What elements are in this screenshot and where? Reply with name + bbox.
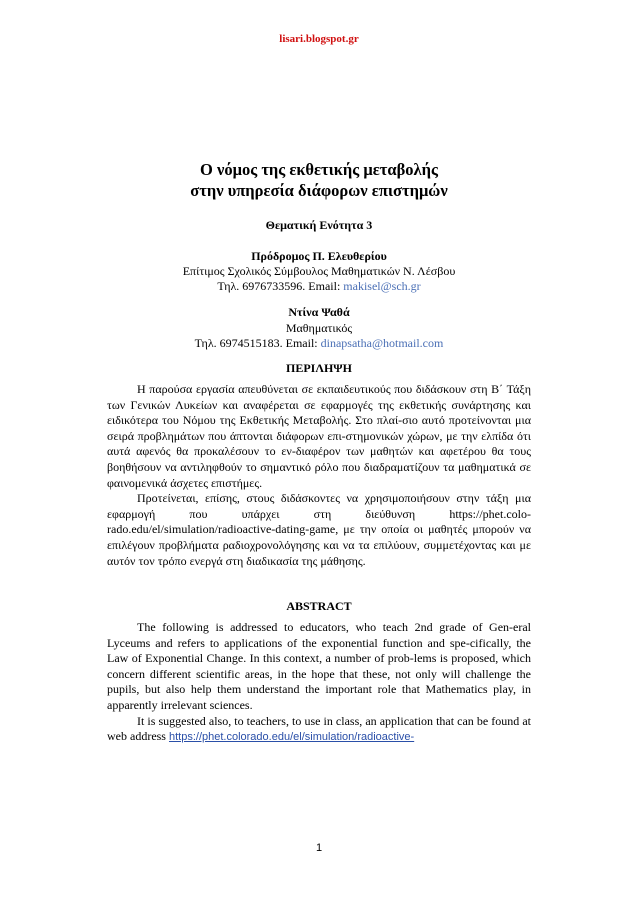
author1-role: Επίτιμος Σχολικός Σύμβουλος Μαθηματικών Ν. Λέσβου	[182, 264, 456, 278]
author1-name: Πρόδρομος Π. Ελευθερίου	[251, 249, 387, 263]
blog-header[interactable]: lisari.blogspot.gr	[279, 33, 359, 45]
summary-heading: ΠΕΡΙΛΗΨΗ	[286, 361, 352, 375]
author2-contact	[0, 335, 638, 351]
abstract-paragraph-2	[107, 714, 531, 746]
title-line-1: Ο νόμος της εκθετικής μεταβολής	[200, 160, 438, 179]
paper-title	[0, 159, 638, 201]
abstract-url-link[interactable]: https://phet.colorado.edu/el/simulation/radioactive-	[168, 731, 415, 744]
abstract-heading: ABSTRACT	[286, 599, 352, 613]
thematic-unit: Θεματική Ενότητα 3	[265, 218, 373, 232]
summary-paragraph-1: Η παρούσα εργασία απευθύνεται σε εκπαιδευτικούς που διδάσκουν στη Β΄ Τάξη των Γενικών Λυκείων και αναφέρεται σε εφαρμογές της εκθετικής συνάρτησης και ειδικότερα του Νόμου της Εκθετικής Μεταβολής. Στο πλαί-σιο αυτό προτείνονται μια σειρά προβλημάτων που άπτονται διάφορων επι-στημονικών χώρων, με την ελπίδα ότι αυτά αφενός θα προκαλέσουν το εν-διαφέρον των μαθητών και αφετέρου θα τους βοηθήσουν να αντιληφθούν το σημαντικό ρόλο που διαδραματίζουν τα μαθηματικά σε φαινομενικά άσχετες επιστήμες.	[107, 382, 531, 490]
title-line-2: στην υπηρεσία διάφορων επιστημών	[190, 181, 448, 200]
author1-contact	[0, 278, 638, 294]
summary-body	[107, 382, 531, 569]
author1-email-link[interactable]: makisel@sch.gr	[343, 279, 421, 293]
author2-name: Ντίνα Ψαθά	[288, 305, 350, 319]
author2-role: Μαθηματικός	[285, 321, 353, 335]
summary-paragraph-2: Προτείνεται, επίσης, στους διδάσκοντες να χρησιμοποιήσουν στην τάξη μια εφαρμογή που υπάρχει στη διεύθυνση https://phet.colo-rado.edu/el/simulation/radioactive-dating-game, με την οποία οι μαθητές μπορούν να επιλέγουν προβλήματα ραδιοχρονολόγησης και να τα επιλύουν, συμμετέχοντας και με αυτόν τον τρόπο ενεργά στη διαδικασία της μάθησης.	[107, 491, 531, 568]
abstract-paragraph-2-text: It is suggested also, to teachers, to use in class, an application that can be found at web address	[107, 713, 531, 744]
author1-phone: Τηλ. 6976733596. Email:	[217, 279, 344, 293]
abstract-body	[107, 620, 531, 746]
author2-email-link[interactable]: dinapsatha@hotmail.com	[320, 336, 444, 350]
abstract-paragraph-1: The following is addressed to educators, who teach 2nd grade of Gen-eral Lyceums and refers to applications of the exponential function and spe-cifically, the Law of Exponential Change. In this context, a number of prob-lems is proposed, which concern different scientific areas, in the hope that these, not only will challenge the pupils, but also help them understand the important role that Mathematics play, in apparently irrelevant sciences.	[107, 620, 531, 712]
author2-phone: Τηλ. 6974515183. Email:	[194, 336, 321, 350]
page-number: 1	[315, 842, 323, 854]
